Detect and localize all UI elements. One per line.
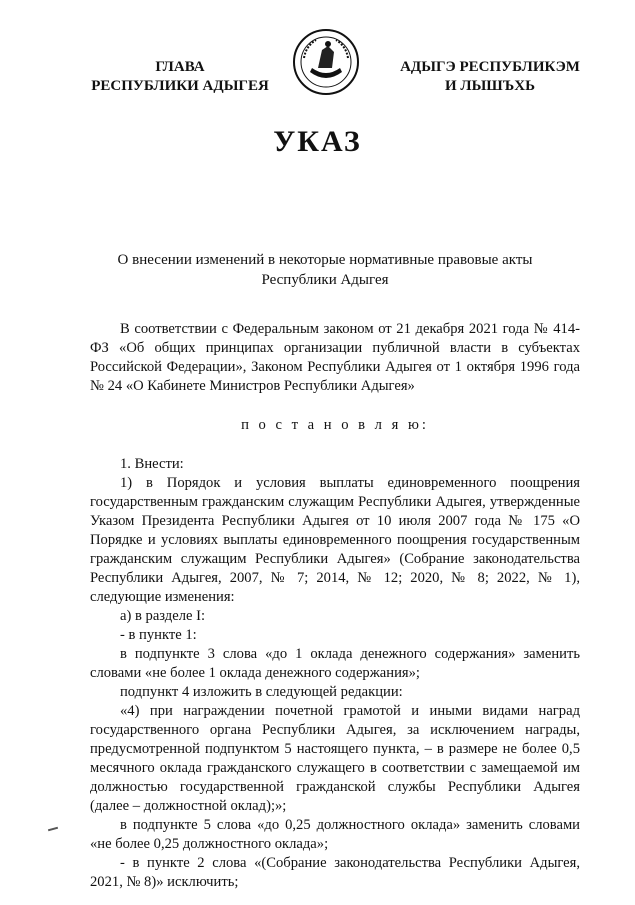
preamble: В соответствии с Федеральным законом от 21 декабря 2021 года № 414-ФЗ «Об общих принципах организации публичной власти в субъектах Российской Федерации», Законом Республики Адыгея от 1 октября 1996 года № 24 «О Кабинете Министров Республики Адыгея» — [90, 321, 580, 394]
margin-mark — [48, 827, 58, 832]
paragraph: 1. Внести: — [120, 456, 184, 472]
header-left-line2: РЕСПУБЛИКИ АДЫГЕЯ — [91, 78, 269, 94]
paragraph: подпункт 4 изложить в следующей редакции: — [120, 684, 403, 700]
document-title: УКАЗ — [273, 125, 362, 158]
subject-line1: О внесении изменений в некоторые нормативные правовые акты — [117, 252, 533, 268]
adygea-coat-of-arms-icon — [292, 28, 360, 96]
header-left-line1: ГЛАВА — [155, 59, 205, 75]
header-right-line2: И ЛЫШЪХЬ — [444, 78, 536, 94]
paragraph: - в пункте 1: — [120, 627, 197, 643]
paragraph: «4) при награждении почетной грамотой и иными видами наград государственного органа Республики Адыгея, за исключением награды, предусмотренной подпунктом 5 настоящего пункта, – в размере не более 0,5 месячного оклада гражданского служащего в соответствии с замещаемой им должностью государственной гражданской службы Республики Адыгея (далее – должностной оклад);»; — [90, 703, 580, 814]
header-right-line1: АДЫГЭ РЕСПУБЛИКЭМ — [400, 59, 580, 75]
paragraph: а) в разделе I: — [120, 608, 206, 624]
paragraph: - в пункте 2 слова «(Собрание законодательства Республики Адыгея, 2021, № 8)» исключить; — [90, 855, 580, 890]
subject-line2: Республики Адыгея — [261, 272, 389, 288]
paragraph: 1) в Порядок и условия выплаты единовременного поощрения государственным гражданским служащим Республики Адыгея, утвержденные Указом Президента Республики Адыгея от 10 июля 2007 года № 175 «О Порядке и условиях выплаты единовременного поощрения государственным гражданским служащим Республики Адыгея» (Собрание законодательства Республики Адыгея, 2007, № 7; 2014, № 12; 2020, № 8; 2022, № 1), следующие изменения: — [90, 475, 580, 605]
header-right — [390, 58, 590, 96]
header-left — [80, 58, 280, 96]
paragraph: в подпункте 3 слова «до 1 оклада денежного содержания» заменить словами «не более 1 оклада денежного содержания»; — [90, 646, 580, 681]
paragraph: в подпункте 5 слова «до 0,25 должностного оклада» заменить словами «не более 0,25 должностного оклада»; — [90, 817, 580, 852]
document-body — [90, 320, 580, 892]
decree-word: п о с т а н о в л я ю: — [241, 417, 429, 433]
document-subject — [110, 250, 540, 290]
